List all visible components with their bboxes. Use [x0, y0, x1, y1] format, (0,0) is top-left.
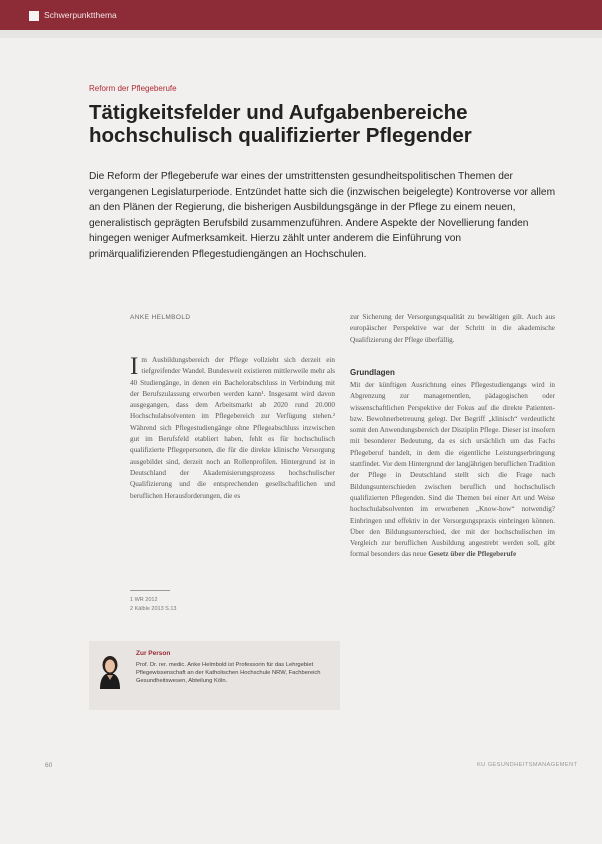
- author-photo: [95, 649, 125, 689]
- section-square-icon: [29, 11, 39, 21]
- person-description: Prof. Dr. rer. medic. Anke Helmbold ist Professorin für das Lehrgebiet Pflegewissenschaft an der Katholischen Hochschule NRW, Fachbereich Gesundheitswesen, Abteilung Köln.: [136, 662, 321, 685]
- drop-cap: I: [130, 353, 139, 380]
- footnote: 1 WR 2012: [130, 597, 158, 603]
- footnote: 2 Kälble 2013 S.13: [130, 606, 177, 612]
- column-one-body: [130, 355, 335, 502]
- author-name: ANKE HELMBOLD: [130, 314, 191, 321]
- article-kicker: Reform der Pflegeberufe: [89, 84, 177, 93]
- top-banner: [0, 0, 602, 38]
- author-box: [89, 641, 340, 710]
- law-name: Gesetz über die Pflegeberufe: [428, 550, 517, 559]
- subhead-grundlagen: Grundlagen: [350, 368, 395, 377]
- section-label: Schwerpunktthema: [44, 10, 117, 20]
- person-title: Zur Person: [136, 650, 171, 657]
- page-number: 60: [45, 762, 53, 769]
- footnote-rule: [130, 590, 170, 591]
- footnotes: [130, 596, 176, 614]
- article-title: Tätigkeitsfelder und Aufgabenbereiche hochschulisch qualifizierter Pflegender: [89, 101, 472, 147]
- journal-name: KU GESUNDHEITSMANAGEMENT: [477, 762, 578, 768]
- article-lead: Die Reform der Pflegeberufe war eines der umstrittensten gesundheitspolitischen Themen der vergangenen Legislaturperiode. Entzündet hatte sich die (inzwischen beigelegte) Kontroverse vor allem an den Plänen der Regierung, die bisherigen Ausbildungsgänge in der Pflege zu einem neuen, generalistisch geprägten Berufsbild zusammenzuführen. Andere Aspekte der Novellierung fanden hingegen weniger Aufmerksamkeit. Hierzu zählt unter anderem die Einführung von primärqualifizierenden Pflegestudiengängen an Hochschulen.: [89, 171, 556, 260]
- column-two-intro: zur Sicherung der Versorgungsqualität zu bewältigen gilt. Auch aus europäischer Perspektive war der Schritt in die akademische Qualifizierung der Pflege überfällig.: [350, 313, 555, 344]
- column-one-text: m Ausbildungsbereich der Pflege vollzieht sich derzeit ein tiefgreifender Wandel. Bundesweit existieren mittlerweile mehr als 40 Studiengänge, in denen ein Bachelorabschluss in Verbindung mit der Berufszulassung erworben werden kann¹. Insgesamt wird davon ausgegangen, dass dem Arbeitsmarkt ab 2020 rund 20.000 Hochschulabsolventen im Pflegebereich zur Verfügung stehen.² Während sich Pflegestudiengänge ohne Pflegeabschluss inzwischen gut im Berufsfeld etabliert haben, fehlt es für hochschulisch qualifizierte Pflegepersonen, die für die direkte klinische Versorgung ausgebildet sind, derzeit noch an Rollenprofilen. Hintergrund ist in Deutschland der Akademisierungsprozess hochschulischer Qualifizierung und die entsprechenden gesellschaftlichen und beruflichen Herausforderungen, die es: [130, 356, 335, 500]
- column-two-text: Mit der künftigen Ausrichtung eines Pflegestudiengangs wird in Abgrenzung zur managementlen, pädagogischen oder wissenschaftlichen Perspektive der Fokus auf die direkte Patienten- bzw. Bewohnerbetreuung gelegt. Der Begriff „klinisch“ verdeutlicht somit den Anwendungsbereich der Disziplin Pflege. Dieser ist insofern mit besonderer Bedeutung, da es sich ursächlich um das Fachs Pflegeberuf handelt, in dem die eigentliche Leistungserbringung stattfindet. Vor dem Hintergrund der langjährigen beruflichen Tradition der Pflege in Deutschland stellt sich die Frage nach Bildungsunterschieden zwischen beruflich und hochschulisch qualifizierten Pflegenden. Sind die Themen bei einer Art und Weise hochschulabsolventen im erworbenen „Know-how“ notwendig? Einbringen und effektiv in der Versorgungspraxis einbringen können. Über den Bildungsunterschied, der mit der hochschulischen im Vergleich zur beruflichen Ausbildung angestrebt werden soll, gibt formal besonders das neue: [350, 381, 555, 559]
- column-two-body: [350, 380, 555, 561]
